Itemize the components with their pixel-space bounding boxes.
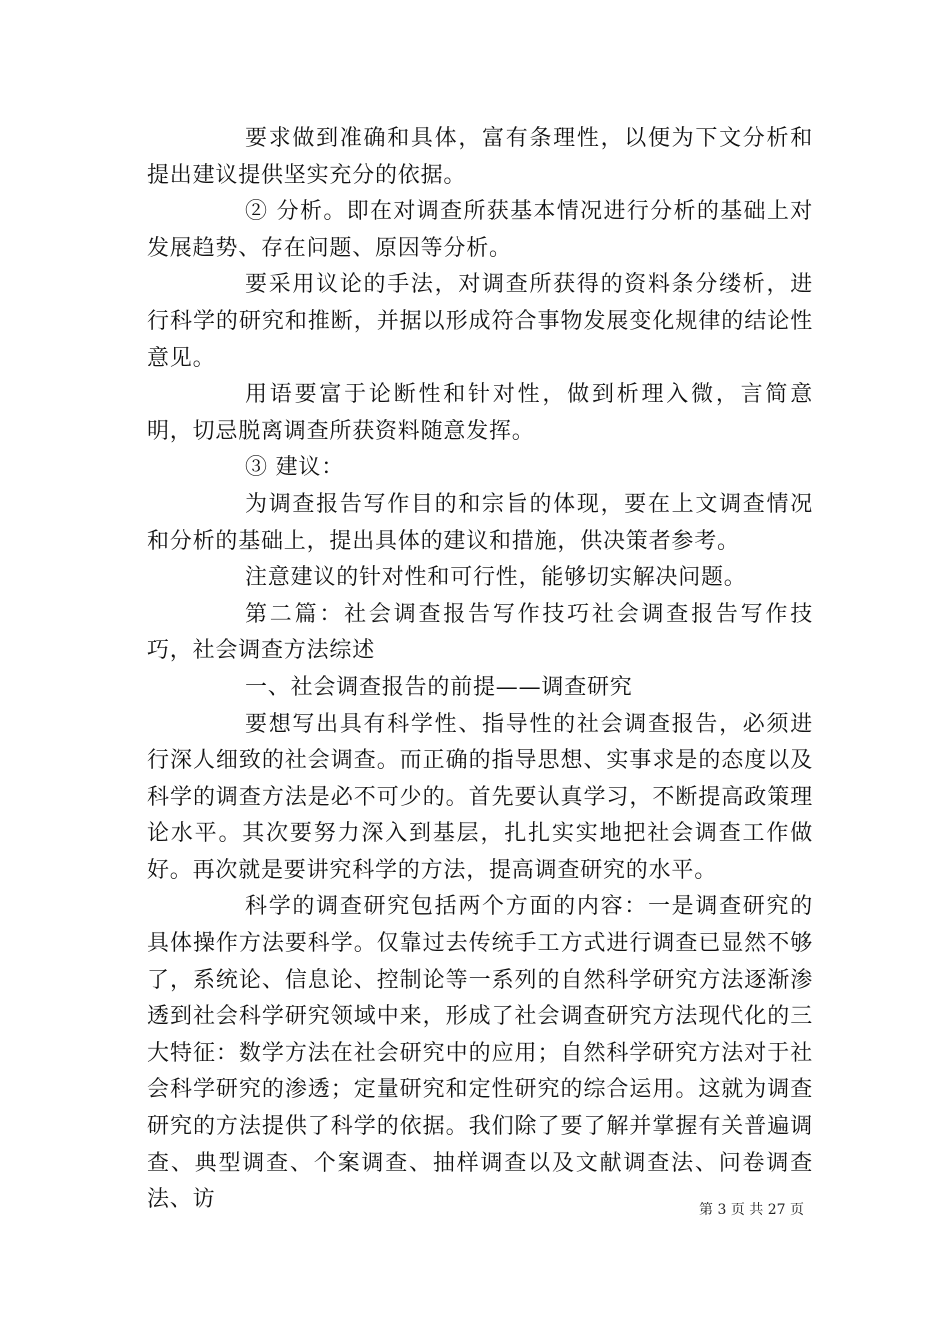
paragraph: 为调查报告写作目的和宗旨的体现，要在上文调查情况和分析的基础上，提出具体的建议和措施，供决策者参考。	[147, 491, 813, 554]
page-number: 第 3 页 共 27 页	[699, 1202, 804, 1218]
paragraph: 科学的调查研究包括两个方面的内容：一是调查研究的具体操作方法要科学。仅靠过去传统手工方式进行调查已显然不够了，系统论、信息论、控制论等一系列的自然科学研究方法逐渐渗透到社会科学研究领域中来，形成了社会调查研究方法现代化的三大特征：数学方法在社会研究中的应用；自然科学研究方法对于社会科学研究的渗透；定量研究和定性研究的综合运用。这就为调查研究的方法提供了科学的依据。我们除了要了解并掌握有关普遍调查、典型调查、个案调查、抽样调查以及文献调查法、问卷调查法、访	[147, 894, 813, 1213]
section-title: 第二篇：社会调查报告写作技巧社会调查报告写作技巧，社会调查方法综述	[147, 601, 813, 664]
body-text	[147, 121, 813, 1219]
paragraph: 要想写出具有科学性、指导性的社会调查报告，必须进行深人细致的社会调查。而正确的指导思想、实事求是的态度以及科学的调查方法是必不可少的。首先要认真学习，不断提高政策理论水平。其次要努力深入到基层，扎扎实实地把社会调查工作做好。再次就是要讲究科学的方法，提高调查研究的水平。	[147, 711, 813, 883]
subsection-heading: 一、社会调查报告的前提——调查研究	[245, 674, 633, 700]
paragraph: ③ 建议：	[245, 455, 344, 481]
paragraph: ② 分析。即在对调查所获基本情况进行分析的基础上对发展趋势、存在问题、原因等分析。	[147, 199, 813, 261]
paragraph: 要求做到准确和具体，富有条理性，以便为下文分析和提出建议提供坚实充分的依据。	[147, 126, 813, 188]
paragraph: 要采用议论的手法，对调查所获得的资料条分缕析，进行科学的研究和推断，并据以形成符合事物发展变化规律的结论性意见。	[147, 272, 813, 371]
paragraph: 注意建议的针对性和可行性，能够切实解决问题。	[245, 565, 747, 591]
paragraph: 用语要富于论断性和针对性，做到析理入微，言简意明，切忌脱离调查所获资料随意发挥。	[147, 382, 813, 444]
